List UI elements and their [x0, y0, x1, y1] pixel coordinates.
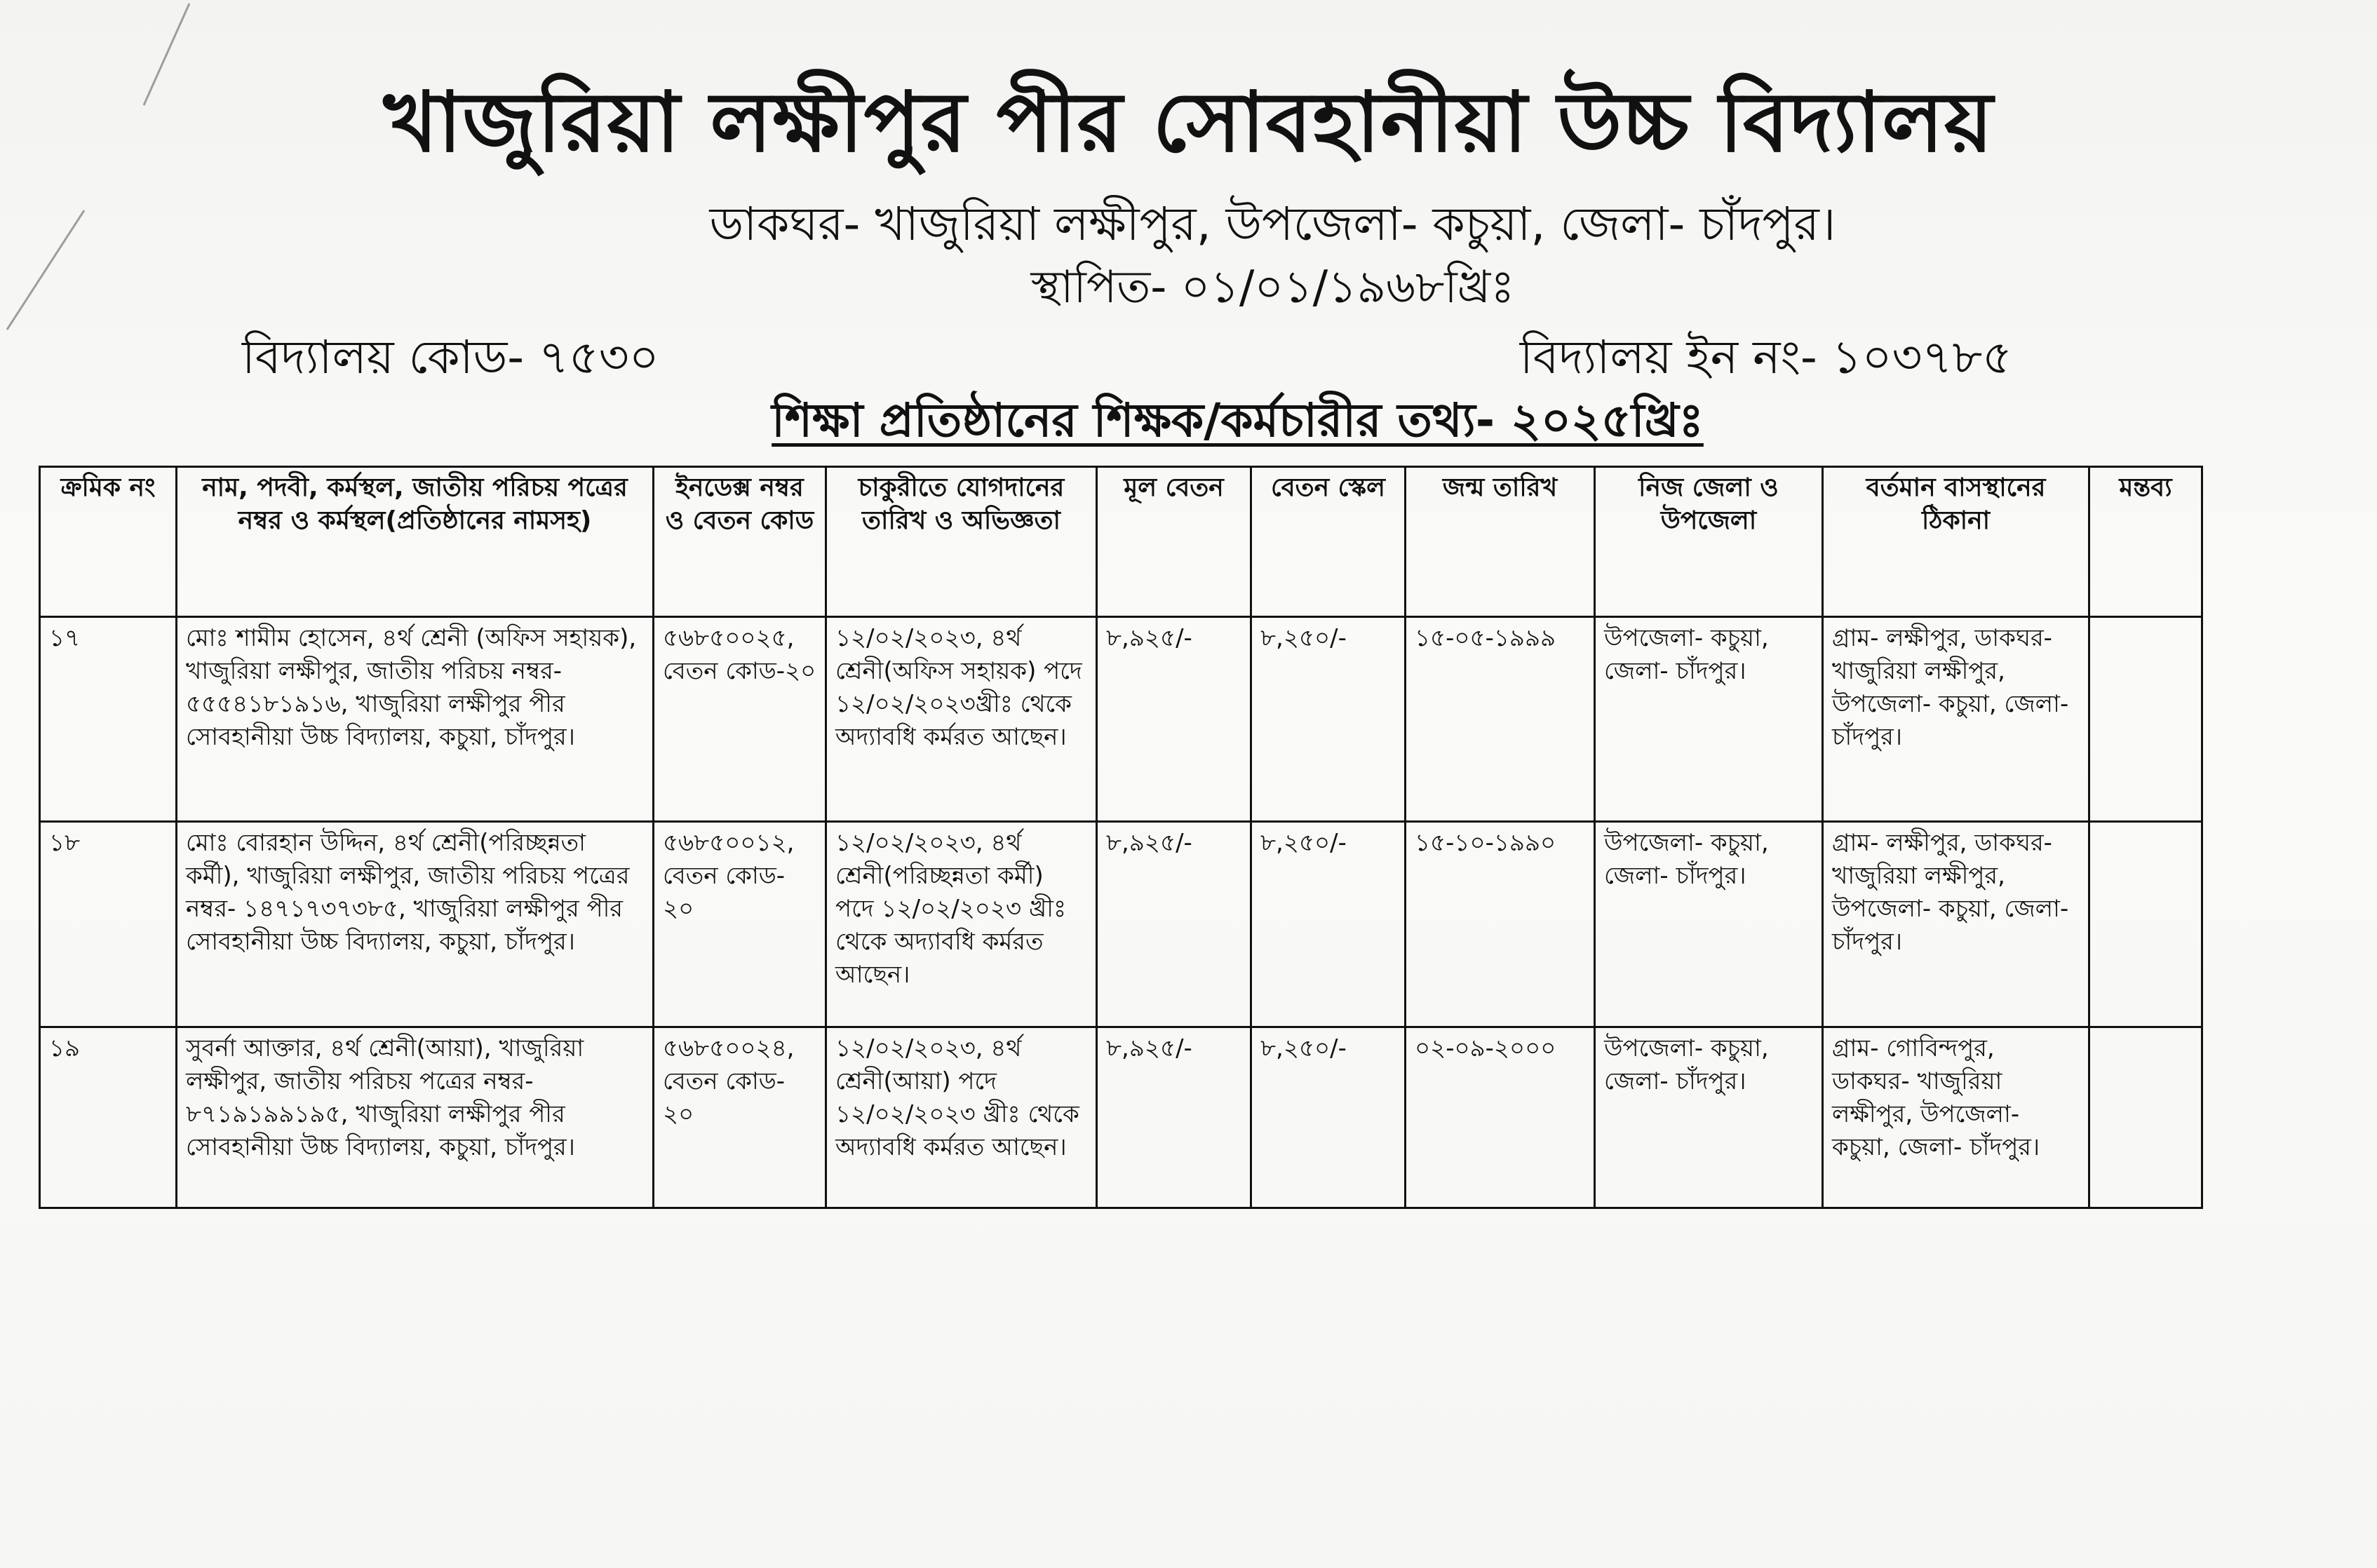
document-subtitle: শিক্ষা প্রতিষ্ঠানের শিক্ষক/কর্মচারীর তথ্য- ২০২৫খ্রিঃ: [772, 393, 1704, 447]
cell-birth-date: ০২-০৯-২০০০: [1406, 1027, 1595, 1208]
column-header-serial: ক্রমিক নং: [40, 467, 177, 617]
table-row: [40, 822, 2202, 1027]
cell-name-details: মোঃ বোরহান উদ্দিন, ৪র্থ শ্রেনী(পরিচ্ছন্নতা কর্মী), খাজুরিয়া লক্ষীপুর, জাতীয় পরিচয় পত্রের নম্বর- ১৪৭১৭৩৭৩৮৫, খাজুরিয়া লক্ষীপুর পীর সোবহানীয়া উচ্চ বিদ্যালয়, কচুয়া, চাঁদপুর।: [177, 822, 654, 1027]
school-ein: বিদ্যালয় ইন নং- ১০৩৭৮৫: [1519, 330, 2012, 384]
school-name-title: খাজুরিয়া লক্ষীপুর পীর সোবহানীয়া উচ্চ বিদ্যালয়: [383, 74, 1994, 170]
cell-remarks: [2089, 822, 2202, 1027]
school-address: ডাকঘর- খাজুরিয়া লক্ষীপুর, উপজেলা- কচুয়া, জেলা- চাঁদপুর।: [709, 197, 1836, 251]
cell-basic-pay: ৮,৯২৫/-: [1097, 617, 1251, 822]
school-code: বিদ্যালয় কোড- ৭৫৩০: [242, 330, 659, 384]
cell-pay-scale: ৮,২৫০/-: [1251, 822, 1406, 1027]
cell-pay-scale: ৮,২৫০/-: [1251, 617, 1406, 822]
cell-home-district: উপজেলা- কচুয়া, জেলা- চাঁদপুর।: [1595, 617, 1823, 822]
cell-remarks: [2089, 617, 2202, 822]
column-header-name-details: নাম, পদবী, কর্মস্থল, জাতীয় পরিচয় পত্রের নম্বর ও কর্মস্থল(প্রতিষ্ঠানের নামসহ): [177, 467, 654, 617]
column-header-remarks: মন্তব্য: [2089, 467, 2202, 617]
cell-name-details: সুবর্না আক্তার, ৪র্থ শ্রেনী(আয়া), খাজুরিয়া লক্ষীপুর, জাতীয় পরিচয় পত্রের নম্বর- ৮৭১৯১৯৯১৯৫, খাজুরিয়া লক্ষীপুর পীর সোবহানীয়া উচ্চ বিদ্যালয়, কচুয়া, চাঁদপুর।: [177, 1027, 654, 1208]
cell-birth-date: ১৫-১০-১৯৯০: [1406, 822, 1595, 1027]
table-row: [40, 617, 2202, 822]
cell-serial: ১৮: [40, 822, 177, 1027]
cell-basic-pay: ৮,৯২৫/-: [1097, 822, 1251, 1027]
column-header-basic-pay: মূল বেতন: [1097, 467, 1251, 617]
cell-present-address: গ্রাম- গোবিন্দপুর, ডাকঘর- খাজুরিয়া লক্ষীপুর, উপজেলা- কচুয়া, জেলা- চাঁদপুর।: [1823, 1027, 2089, 1208]
cell-birth-date: ১৫-০৫-১৯৯৯: [1406, 617, 1595, 822]
established-date: স্থাপিত- ০১/০১/১৯৬৮খ্রিঃ: [1030, 262, 1515, 313]
column-header-pay-scale: বেতন স্কেল: [1251, 467, 1406, 617]
column-header-index-code: ইনডেক্স নম্বর ও বেতন কোড: [654, 467, 826, 617]
cell-present-address: গ্রাম- লক্ষীপুর, ডাকঘর- খাজুরিয়া লক্ষীপুর, উপজেলা- কচুয়া, জেলা- চাঁদপুর।: [1823, 822, 2089, 1027]
cell-serial: ১৯: [40, 1027, 177, 1208]
cell-name-details: মোঃ শামীম হোসেন, ৪র্থ শ্রেনী (অফিস সহায়ক), খাজুরিয়া লক্ষীপুর, জাতীয় পরিচয় নম্বর- ৫৫৫৪১৮১৯১৬, খাজুরিয়া লক্ষীপুর পীর সোবহানীয়া উচ্চ বিদ্যালয়, কচুয়া, চাঁদপুর।: [177, 617, 654, 822]
cell-home-district: উপজেলা- কচুয়া, জেলা- চাঁদপুর।: [1595, 1027, 1823, 1208]
staff-info-table: [39, 466, 2203, 1209]
table-header-row: [40, 467, 2202, 617]
cell-joining: ১২/০২/২০২৩, ৪র্থ শ্রেনী(অফিস সহায়ক) পদে ১২/০২/২০২৩খ্রীঃ থেকে অদ্যাবধি কর্মরত আছেন।: [826, 617, 1097, 822]
cell-serial: ১৭: [40, 617, 177, 822]
cell-index-code: ৫৬৮৫০০২৫, বেতন কোড-২০: [654, 617, 826, 822]
column-header-present-address: বর্তমান বাসস্থানের ঠিকানা: [1823, 467, 2089, 617]
cell-index-code: ৫৬৮৫০০২৪, বেতন কোড- ২০: [654, 1027, 826, 1208]
cell-present-address: গ্রাম- লক্ষীপুর, ডাকঘর- খাজুরিয়া লক্ষীপুর, উপজেলা- কচুয়া, জেলা- চাঁদপুর।: [1823, 617, 2089, 822]
cell-index-code: ৫৬৮৫০০১২, বেতন কোড- ২০: [654, 822, 826, 1027]
cell-pay-scale: ৮,২৫০/-: [1251, 1027, 1406, 1208]
table-row: [40, 1027, 2202, 1208]
cell-basic-pay: ৮,৯২৫/-: [1097, 1027, 1251, 1208]
cell-joining: ১২/০২/২০২৩, ৪র্থ শ্রেনী(আয়া) পদে ১২/০২/২০২৩ খ্রীঃ থেকে অদ্যাবধি কর্মরত আছেন।: [826, 1027, 1097, 1208]
cell-remarks: [2089, 1027, 2202, 1208]
cell-joining: ১২/০২/২০২৩, ৪র্থ শ্রেনী(পরিচ্ছন্নতা কর্মী) পদে ১২/০২/২০২৩ খ্রীঃ থেকে অদ্যাবধি কর্মরত আছেন।: [826, 822, 1097, 1027]
column-header-joining: চাকুরীতে যোগদানের তারিখ ও অভিজ্ঞতা: [826, 467, 1097, 617]
column-header-home-district: নিজ জেলা ও উপজেলা: [1595, 467, 1823, 617]
column-header-birth-date: জন্ম তারিখ: [1406, 467, 1595, 617]
cell-home-district: উপজেলা- কচুয়া, জেলা- চাঁদপুর।: [1595, 822, 1823, 1027]
